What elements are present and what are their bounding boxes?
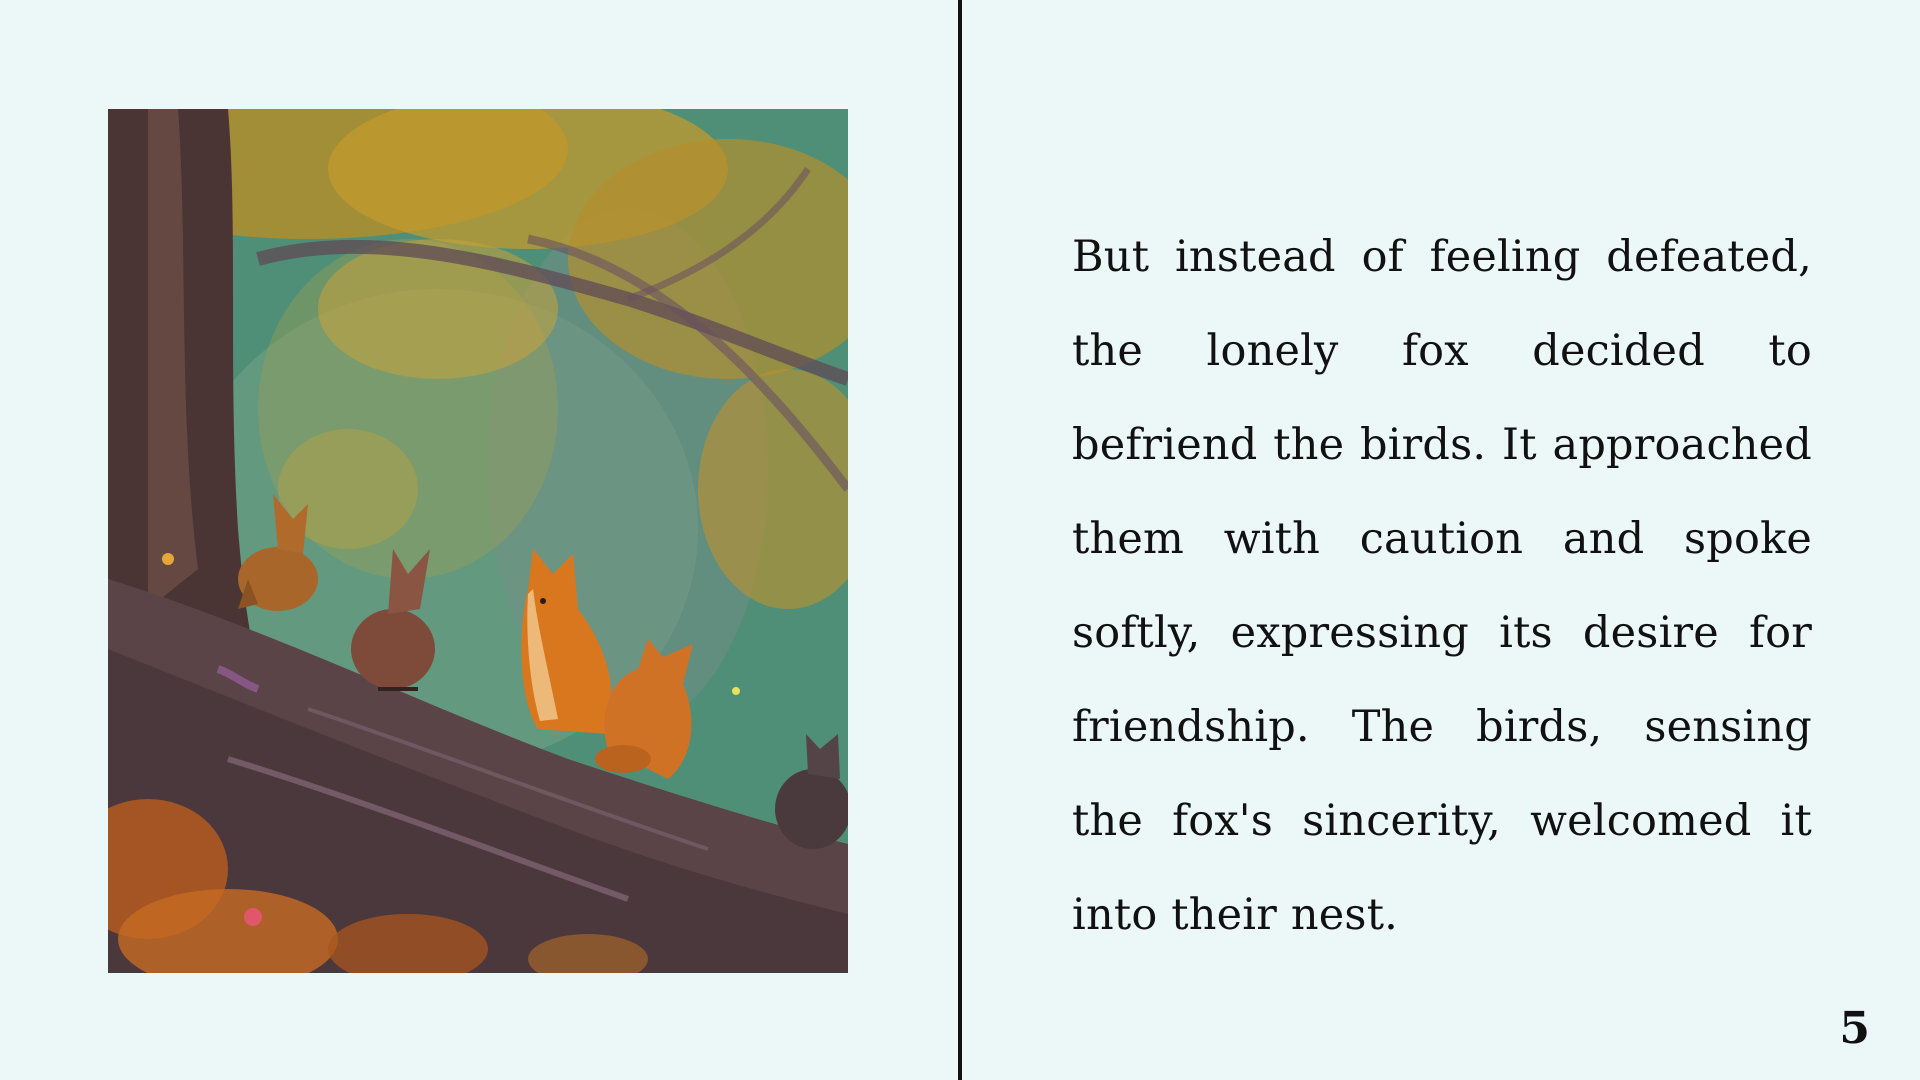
forest-fox-painting	[108, 109, 848, 973]
page-divider	[958, 0, 962, 1080]
story-illustration	[108, 109, 848, 973]
page-number: 5	[1839, 1003, 1870, 1054]
story-paragraph: But instead of feeling defeated, the lonely fox decided to befriend the birds. It approached them with caution and spoke softly, expressing its desire for friendship. The birds, sensing the fox's sincerity, welcomed it into their nest.	[1072, 232, 1812, 940]
